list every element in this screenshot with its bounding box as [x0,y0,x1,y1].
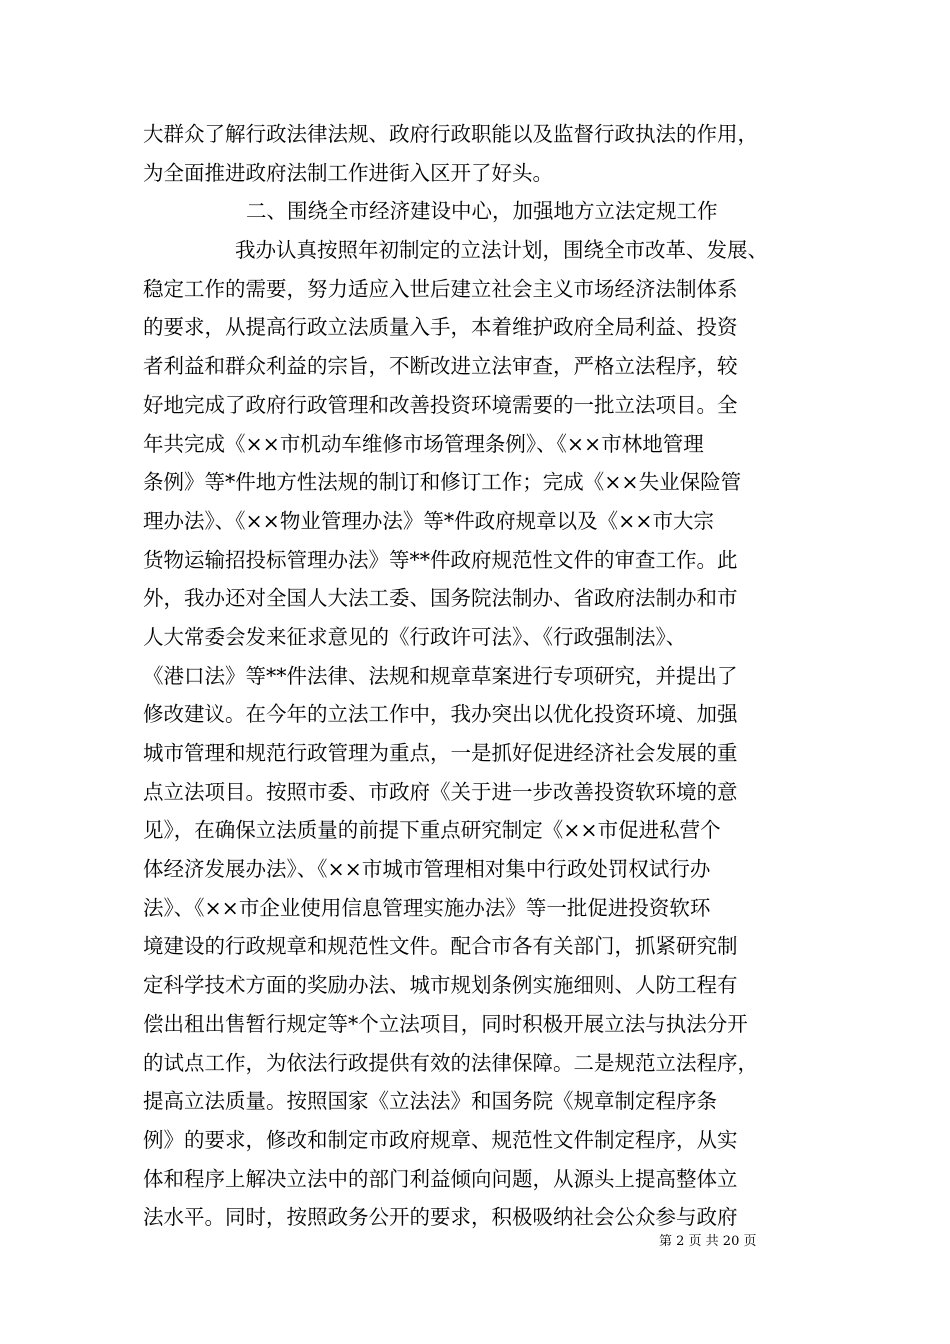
body-line: 为全面推进政府法制工作进街入区开了好头。 [143,160,553,185]
paragraph-first-line: 我办认真按照年初制定的立法计划，围绕全市改革、发展、 [235,238,768,263]
section-heading: 二、围绕全市经济建设中心，加强地方立法定规工作 [246,199,718,224]
body-line: 人大常委会发来征求意见的《行政许可法》、《行政强制法》、 [143,624,687,649]
body-line: 大群众了解行政法律法规、政府行政职能以及监督行政执法的作用， [143,122,758,146]
body-line: 点立法项目。按照市委、市政府《关于进一步改善投资软环境的意 [143,779,738,804]
body-line: 提高立法质量。按照国家《立法法》和国务院《规章制定程序条 [143,1089,717,1114]
body-line: 偿出租出售暂行规定等*个立法项目，同时积极开展立法与执法分开 [143,1011,748,1036]
body-line: 外，我办还对全国人大法工委、国务院法制办、省政府法制办和市 [143,586,738,611]
body-line: 法》、《××市企业使用信息管理实施办法》等一批促进投资软环 [143,895,711,920]
body-line: 境建设的行政规章和规范性文件。配合市各有关部门，抓紧研究制 [143,934,738,959]
body-line: 体经济发展办法》、《××市城市管理相对集中行政处罚权试行办 [143,857,711,882]
body-line: 体和程序上解决立法中的部门利益倾向问题，从源头上提高整体立 [143,1166,738,1191]
body-line: 的试点工作，为依法行政提供有效的法律保障。二是规范立法程序， [143,1050,758,1075]
body-line: 《港口法》等**件法律、法规和规章草案进行专项研究，并提出了 [143,663,738,688]
body-line: 城市管理和规范行政管理为重点，一是抓好促进经济社会发展的重 [143,741,738,765]
body-line: 好地完成了政府行政管理和改善投资环境需要的一批立法项目。全 [143,392,738,417]
body-line: 年共完成《××市机动车维修市场管理条例》、《××市林地管理 [143,431,704,456]
page-number-footer: 第 2 页 共 20 页 [659,1234,757,1249]
body-line: 的要求，从提高行政立法质量入手，本着维护政府全局利益、投资 [143,315,738,340]
body-line: 稳定工作的需要，努力适应入世后建立社会主义市场经济法制体系 [143,276,738,301]
body-line: 例》的要求，修改和制定市政府规章、规范性文件制定程序，从实 [143,1127,738,1152]
body-line: 修改建议。在今年的立法工作中，我办突出以优化投资环境、加强 [143,702,738,727]
body-line: 货物运输招投标管理办法》等**件政府规范性文件的审查工作。此 [143,547,738,572]
body-line: 者利益和群众利益的宗旨，不断改进立法审查，严格立法程序，较 [143,354,738,379]
body-line: 定科学技术方面的奖励办法、城市规划条例实施细则、人防工程有 [143,973,738,998]
body-text [143,115,808,1237]
body-line: 理办法》、《××物业管理办法》等*件政府规章以及《××市大宗 [143,508,714,533]
body-line: 条例》等*件地方性法规的制订和修订工作；完成《××失业保险管 [143,470,742,495]
body-line: 法水平。同时，按照政务公开的要求，积极吸纳社会公众参与政府 [143,1205,738,1230]
body-line: 见》，在确保立法质量的前提下重点研究制定《××市促进私营个 [143,818,721,843]
